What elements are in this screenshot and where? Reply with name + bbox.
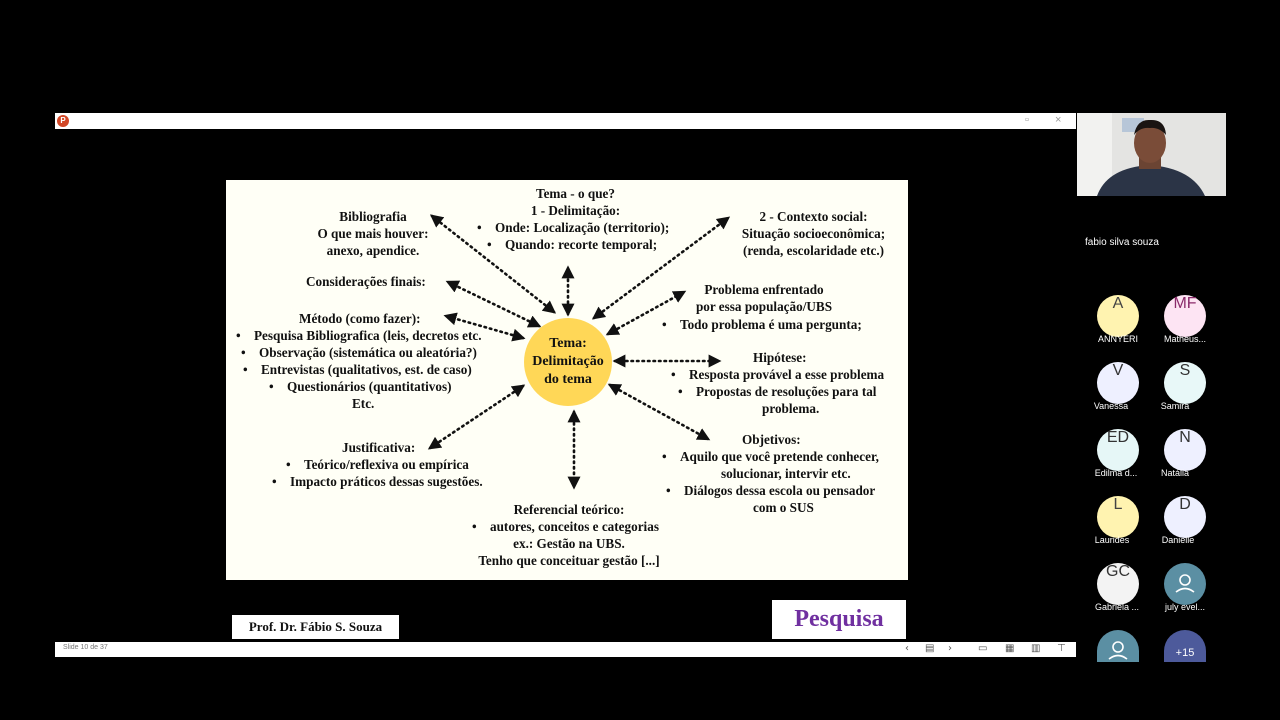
hipotese-cont: problema. (762, 401, 820, 416)
contexto-title: 2 - Contexto social: (759, 209, 868, 224)
metodo-bullet: • Entrevistas (qualitativos, est. de caso) (254, 361, 482, 378)
avatar-initials: ED (1106, 429, 1130, 446)
prev-slide-icon[interactable]: ‹ (905, 643, 909, 654)
avatar-initials: D (1179, 496, 1191, 513)
problema-node (684, 281, 844, 315)
participant-name: Natália (1160, 468, 1189, 478)
participant-avatar[interactable] (1164, 362, 1206, 404)
participant-avatar[interactable] (1097, 429, 1139, 471)
speaker-name: fabio silva souza (1085, 237, 1159, 248)
participant-name: july evel... (1164, 602, 1206, 612)
tema-bullet: • Quando: recorte temporal; (495, 236, 669, 253)
referencial-line: ex.: Gestão na UBS. (513, 536, 625, 551)
contexto-line: (renda, escolaridade etc.) (742, 243, 885, 258)
participant-name: Matheus... (1163, 334, 1207, 344)
participant-avatar[interactable] (1164, 429, 1206, 471)
metodo-bullet: • Pesquisa Bibliografica (leis, decretos etc. (254, 327, 482, 344)
participant-name: Laurides (1094, 535, 1130, 545)
hipotese-bullets (689, 366, 884, 417)
avatar-initials: GC (1106, 563, 1130, 580)
problema-line: por essa população/UBS (695, 299, 833, 314)
participant-name: Edilma d... (1094, 468, 1138, 478)
justificativa-title: Justificativa: (342, 440, 416, 455)
objetivos-line: com o SUS (753, 500, 814, 515)
participant-name: Gabriela ... (1094, 602, 1140, 612)
hipotese-bullet: • Propostas de resoluções para tal (689, 383, 884, 400)
metodo-bullets (254, 327, 482, 412)
participant-name: Danielle (1161, 535, 1195, 545)
referencial-bullet: • autores, conceitos e categorias (490, 518, 659, 535)
delimitacao-title: 1 - Delimitação: (530, 203, 621, 218)
tema-bullets (495, 219, 669, 253)
avatar-initials: V (1112, 362, 1124, 379)
reading-view-icon[interactable]: ▥ (1031, 643, 1041, 654)
metodo-title: Método (como fazer): (299, 311, 421, 326)
justificativa-bullets (290, 456, 483, 490)
more-participants-button[interactable] (1164, 630, 1206, 662)
problema-title: Problema enfrentado (704, 282, 824, 297)
participant-avatar[interactable] (1097, 563, 1139, 605)
objetivos-title: Objetivos: (742, 432, 801, 447)
avatar-initials: S (1179, 362, 1191, 379)
participant-avatar[interactable] (1097, 362, 1139, 404)
justificativa-bullet: • Impacto práticos dessas sugestões. (290, 473, 483, 490)
tema-title: Tema - o que? (535, 186, 615, 201)
avatar-initials: MF (1173, 295, 1197, 312)
arrow-consideracoes (448, 282, 539, 326)
tema-bullet: • Onde: Localização (territorio); (495, 219, 669, 236)
problema-bullet-text: • Todo problema é uma pergunta; (680, 316, 862, 333)
participant-avatar[interactable] (1164, 295, 1206, 337)
problema-bullet (680, 316, 862, 333)
referencial-line: Tenho que conceituar gestão [...] (478, 553, 660, 568)
metodo-bullet: • Questionários (quantitativos) (254, 378, 482, 395)
speaker-video (1077, 113, 1226, 196)
close-icon[interactable]: × (1055, 114, 1062, 126)
contexto-node (726, 208, 901, 259)
center-line-1: Tema: (549, 336, 587, 351)
participant-avatar[interactable] (1097, 630, 1139, 662)
speaker-photo (1077, 113, 1226, 196)
center-line-2: Delimitação (532, 354, 604, 369)
participant-name: Samira (1160, 401, 1190, 411)
participant-avatar[interactable] (1164, 563, 1206, 605)
contexto-line: Situação socioeconômica; (741, 226, 886, 241)
participant-name: Vanessa (1093, 401, 1129, 411)
avatar-initials: N (1179, 429, 1191, 446)
powerpoint-icon: P (57, 115, 69, 127)
person-icon (1164, 563, 1206, 605)
pesquisa-label: Pesquisa (772, 600, 906, 639)
bibliografia-line: anexo, apendice. (326, 243, 420, 258)
objetivos-bullets (680, 448, 879, 516)
metodo-bullet: • Observação (sistemática ou aleatória?) (254, 344, 482, 361)
slide-counter: Slide 10 de 37 (63, 644, 108, 651)
avatar-initials: L (1113, 496, 1123, 513)
participant-avatar[interactable] (1164, 496, 1206, 538)
bibliografia-title: Bibliografia (339, 209, 407, 224)
person-icon (1097, 630, 1139, 662)
presentation-titlebar (55, 113, 1076, 129)
more-participants-count: +15 (1175, 647, 1195, 659)
consideracoes-node: Considerações finais: (306, 274, 426, 289)
hipotese-bullet: • Resposta provável a esse problema (689, 366, 884, 383)
next-slide-icon[interactable]: › (948, 643, 952, 654)
slideshow-icon[interactable]: ⊤ (1057, 643, 1066, 654)
presentation-status-bar (55, 642, 1076, 657)
restore-icon[interactable]: ▫ (1025, 114, 1029, 126)
normal-view-icon[interactable]: ▭ (978, 643, 988, 654)
participant-avatar[interactable] (1097, 496, 1139, 538)
center-line-3: do tema (544, 372, 592, 387)
sorter-view-icon[interactable]: ▦ (1005, 643, 1015, 654)
bibliografia-node (308, 208, 438, 259)
referencial-lines (454, 535, 684, 569)
avatar-initials: A (1112, 295, 1124, 312)
participant-avatar[interactable] (1097, 295, 1139, 337)
center-node (524, 318, 612, 406)
justificativa-bullet: • Teórico/reflexiva ou empírica (290, 456, 483, 473)
slide-menu-icon[interactable]: ▤ (925, 643, 935, 654)
metodo-etc: Etc. (352, 396, 375, 411)
bibliografia-line: O que mais houver: (317, 226, 429, 241)
professor-label: Prof. Dr. Fábio S. Souza (232, 615, 399, 639)
objetivos-line: solucionar, intervir etc. (721, 466, 851, 481)
slide-canvas (226, 180, 908, 580)
objetivos-bullet: • Aquilo que você pretende conhecer, (680, 448, 879, 465)
referencial-title: Referencial teórico: (513, 502, 625, 517)
hipotese-title: Hipótese: (753, 350, 807, 365)
tema-node (488, 185, 663, 219)
referencial-bullets (490, 518, 659, 535)
participant-name: ANNYERI (1097, 334, 1138, 344)
objetivos-bullet: • Diálogos dessa escola ou pensador (680, 482, 879, 499)
